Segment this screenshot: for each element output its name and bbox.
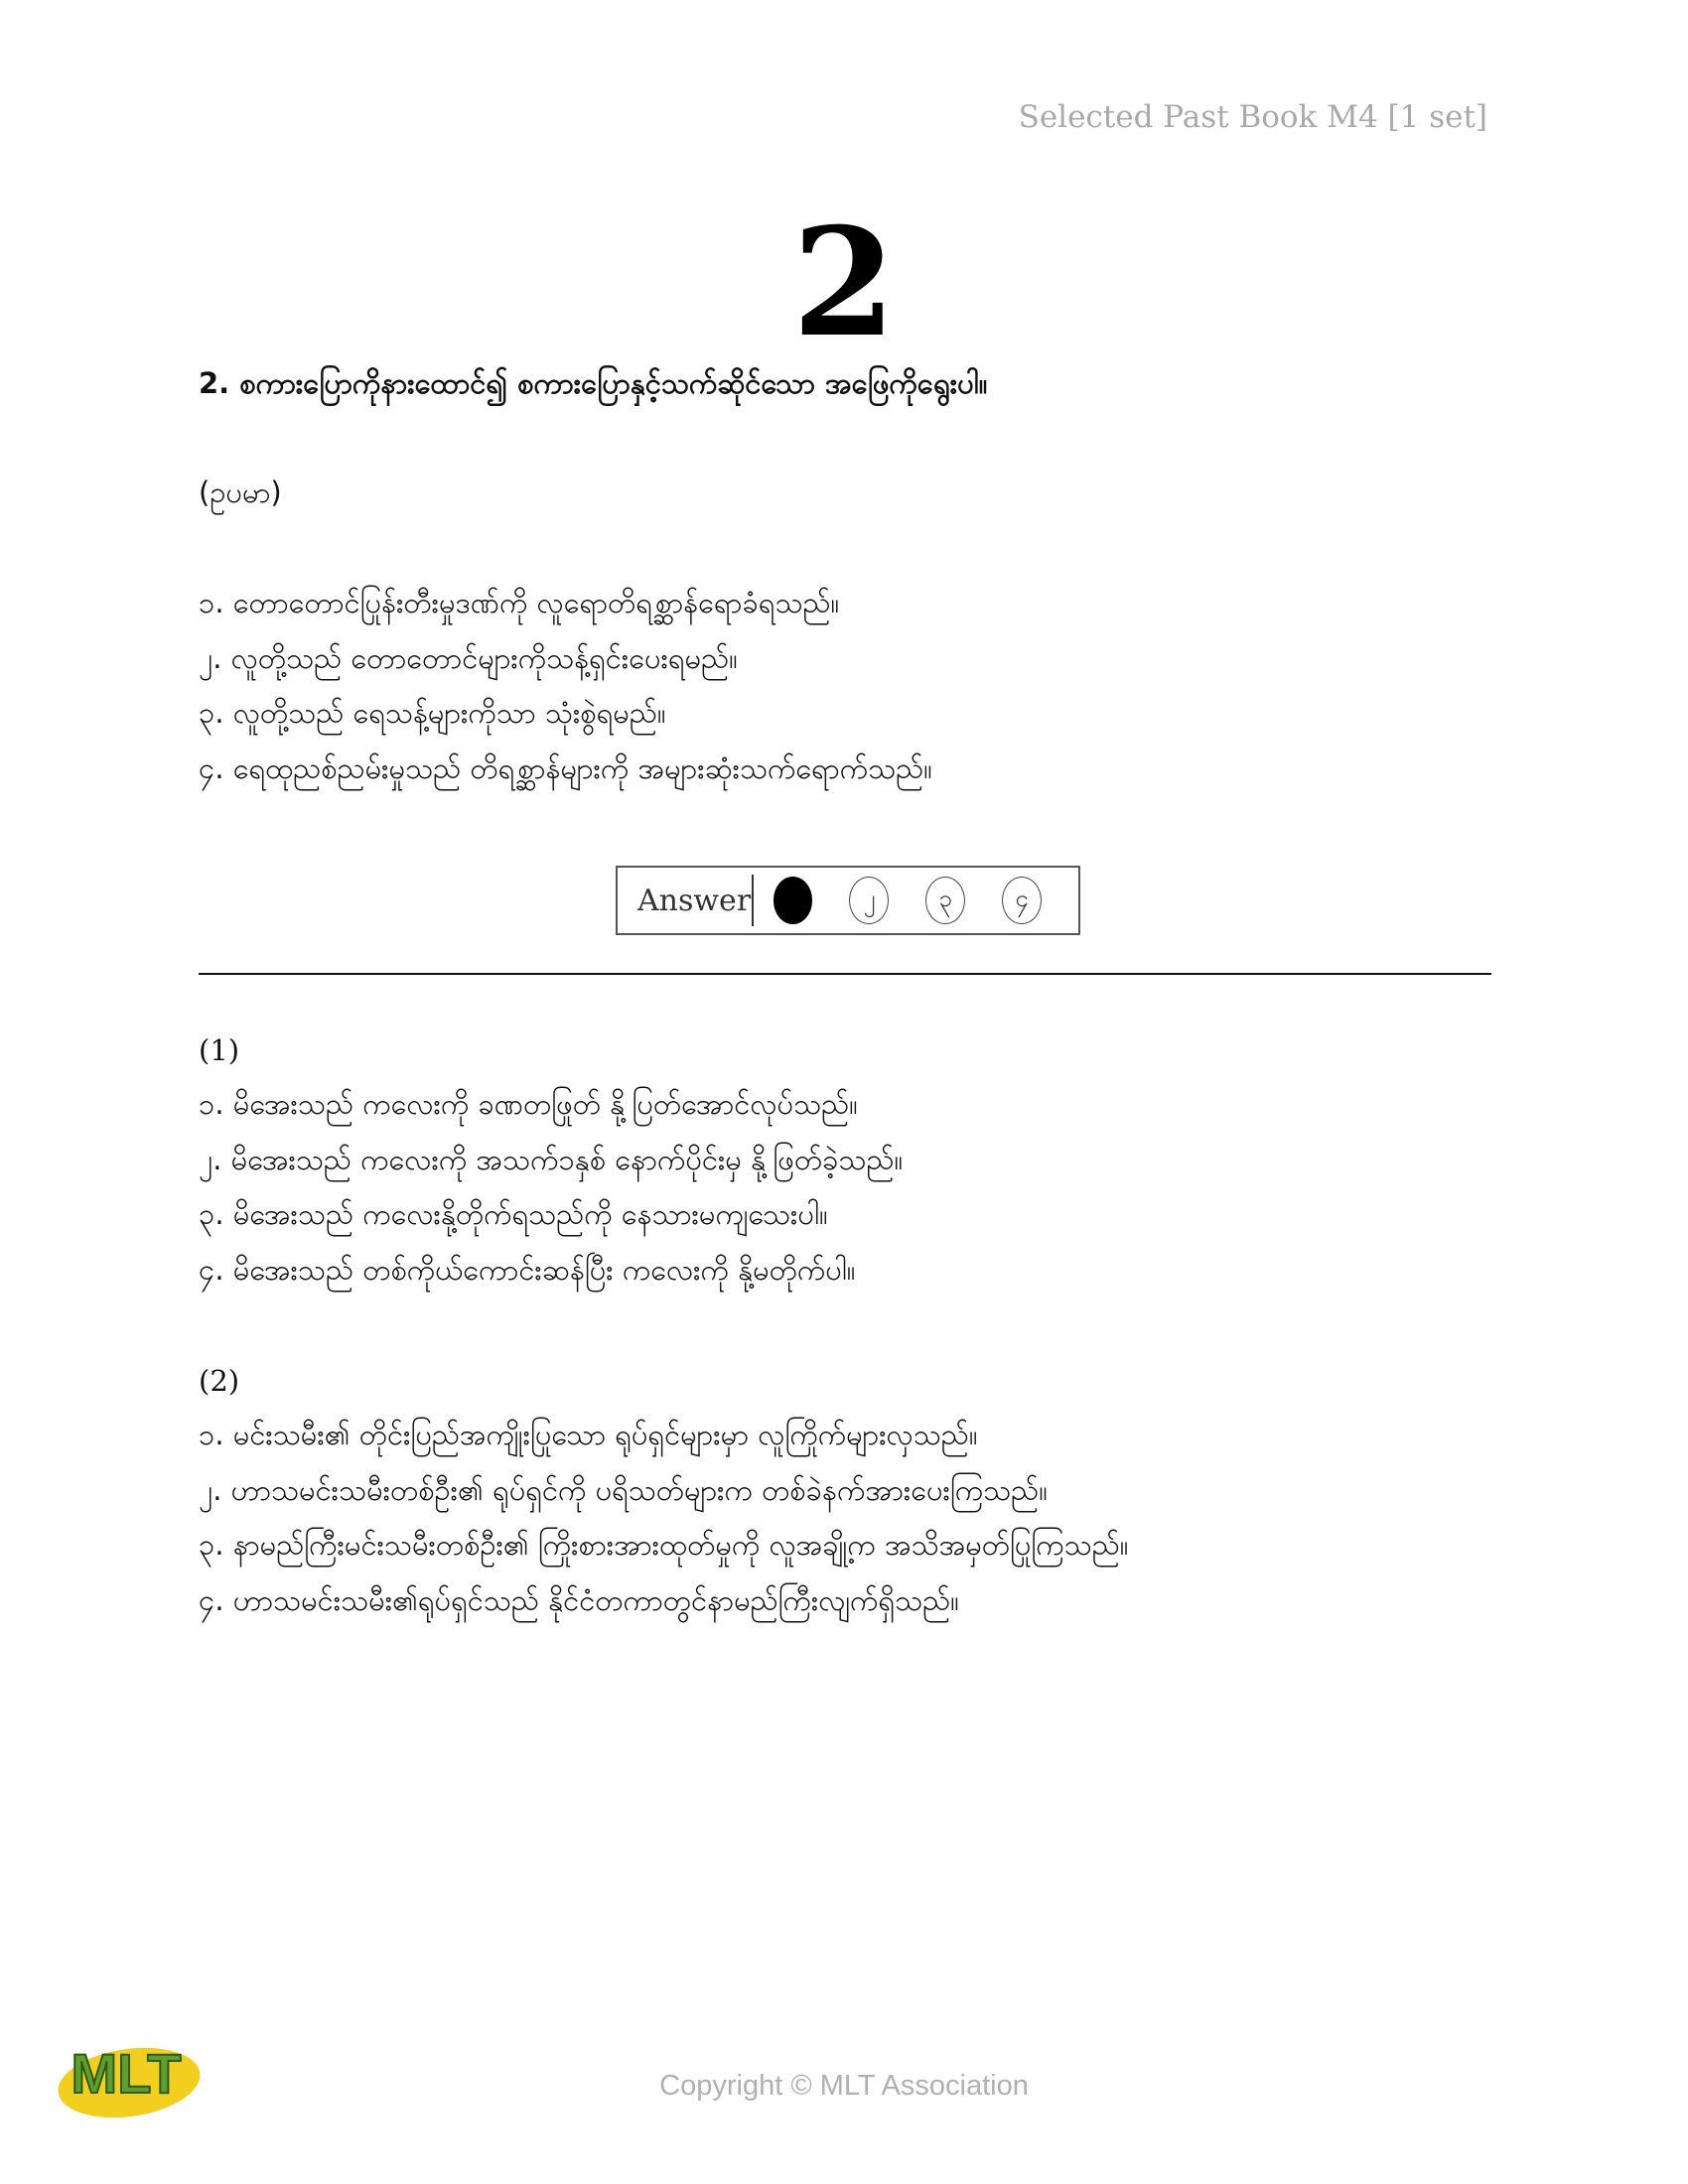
book-reference: Selected Past Book M4 [1 set] [1018, 99, 1487, 135]
question-2-options [199, 1408, 1489, 1628]
answer-bubble-2-label: ၂ [863, 885, 876, 912]
section-number: 2 [791, 196, 897, 370]
example-option-1: ၁. တောတောင်ပြုန်းတီးမှုဒဏ်ကို လူရောတိရစ္ဆာန်ရောခံရသည်။ [199, 586, 840, 619]
logo-text: MLT [70, 2042, 182, 2105]
section-divider [199, 973, 1491, 975]
example-option-2: ၂. လူတို့သည် တောတောင်များကိုသန့်ရှင်းပေးရမည်။ [199, 640, 738, 675]
question-2-option-2: ၂. ဟာသမင်းသမီးတစ်ဦး၏ ရုပ်ရှင်ကို ပရိသတ်များက တစ်ခဲနက်အားပေးကြသည်။ [199, 1472, 1048, 1507]
example-options [199, 576, 1489, 796]
answer-bubble-1[interactable] [774, 877, 813, 924]
question-2-option-1: ၁. မင်းသမီး၏ တိုင်းပြည်အကျိုးပြုသော ရုပ်ရှင်များမှာ လူကြိုက်များလှသည်။ [199, 1418, 978, 1451]
answer-bubble-4[interactable] [1002, 877, 1042, 924]
copyright-notice: Copyright © MLT Association [659, 2070, 1029, 2102]
question-2-option-4: ၄. ဟာသမင်းသမီး၏ရုပ်ရှင်သည် နိုင်ငံတကာတွင်နာမည်ကြီးလျက်ရှိသည်။ [199, 1582, 959, 1617]
example-option-4: ၄. ရေထုညစ်ညမ်းမှုသည် တိရစ္ဆာန်များကို အများဆုံးသက်ရောက်သည်။ [199, 751, 932, 785]
example-answer-box [616, 866, 1080, 935]
answer-bubble-3[interactable] [925, 877, 965, 924]
example-option-3: ၃. လူတို့သည် ရေသန့်များကိုသာ သုံးစွဲရမည်။ [199, 696, 666, 730]
example-label: (ဥပမာ) [199, 476, 282, 509]
answer-bubble-2[interactable] [849, 877, 889, 924]
question-1-option-4: ၄. မိအေးသည် တစ်ကိုယ်ကောင်းဆန်ပြီး ကလေးကို နို့မတိုက်ပါ။ [199, 1252, 856, 1287]
question-2-option-3: ၃. နာမည်ကြီးမင်းသမီးတစ်ဦး၏ ကြိုးစားအားထုတ်မှုကို လူအချို့က အသိအမှတ်ပြုကြသည်။ [199, 1528, 1129, 1562]
question-1-options [199, 1077, 1489, 1297]
question-1-option-2: ၂. မိအေးသည် ကလေးကို အသက်၁နှစ် နောက်ပိုင်းမှ နို့ဖြတ်ခဲ့သည်။ [199, 1142, 904, 1176]
question-2-label: (2) [199, 1364, 240, 1398]
answer-bubble-4-label: ၄ [1015, 885, 1029, 912]
question-1-option-3: ၃. မိအေးသည် ကလေးနို့တိုက်ရသည်ကို နေသားမကျသေးပါ။ [199, 1197, 828, 1231]
answer-label: Answer [637, 883, 752, 918]
question-1-label: (1) [199, 1033, 240, 1067]
instruction-text: 2. စကားပြောကိုနားထောင်၍ စကားပြောနှင့်သက်ဆိုင်သော အဖြေကိုရွေးပါ။ [199, 366, 988, 400]
answer-bubble-3-label: ၃ [938, 885, 952, 912]
answer-separator [752, 875, 754, 926]
question-1-option-1: ၁. မိအေးသည် ကလေးကို ခဏတဖြုတ် နို့ပြတ်အောင်လုပ်သည်။ [199, 1087, 858, 1121]
